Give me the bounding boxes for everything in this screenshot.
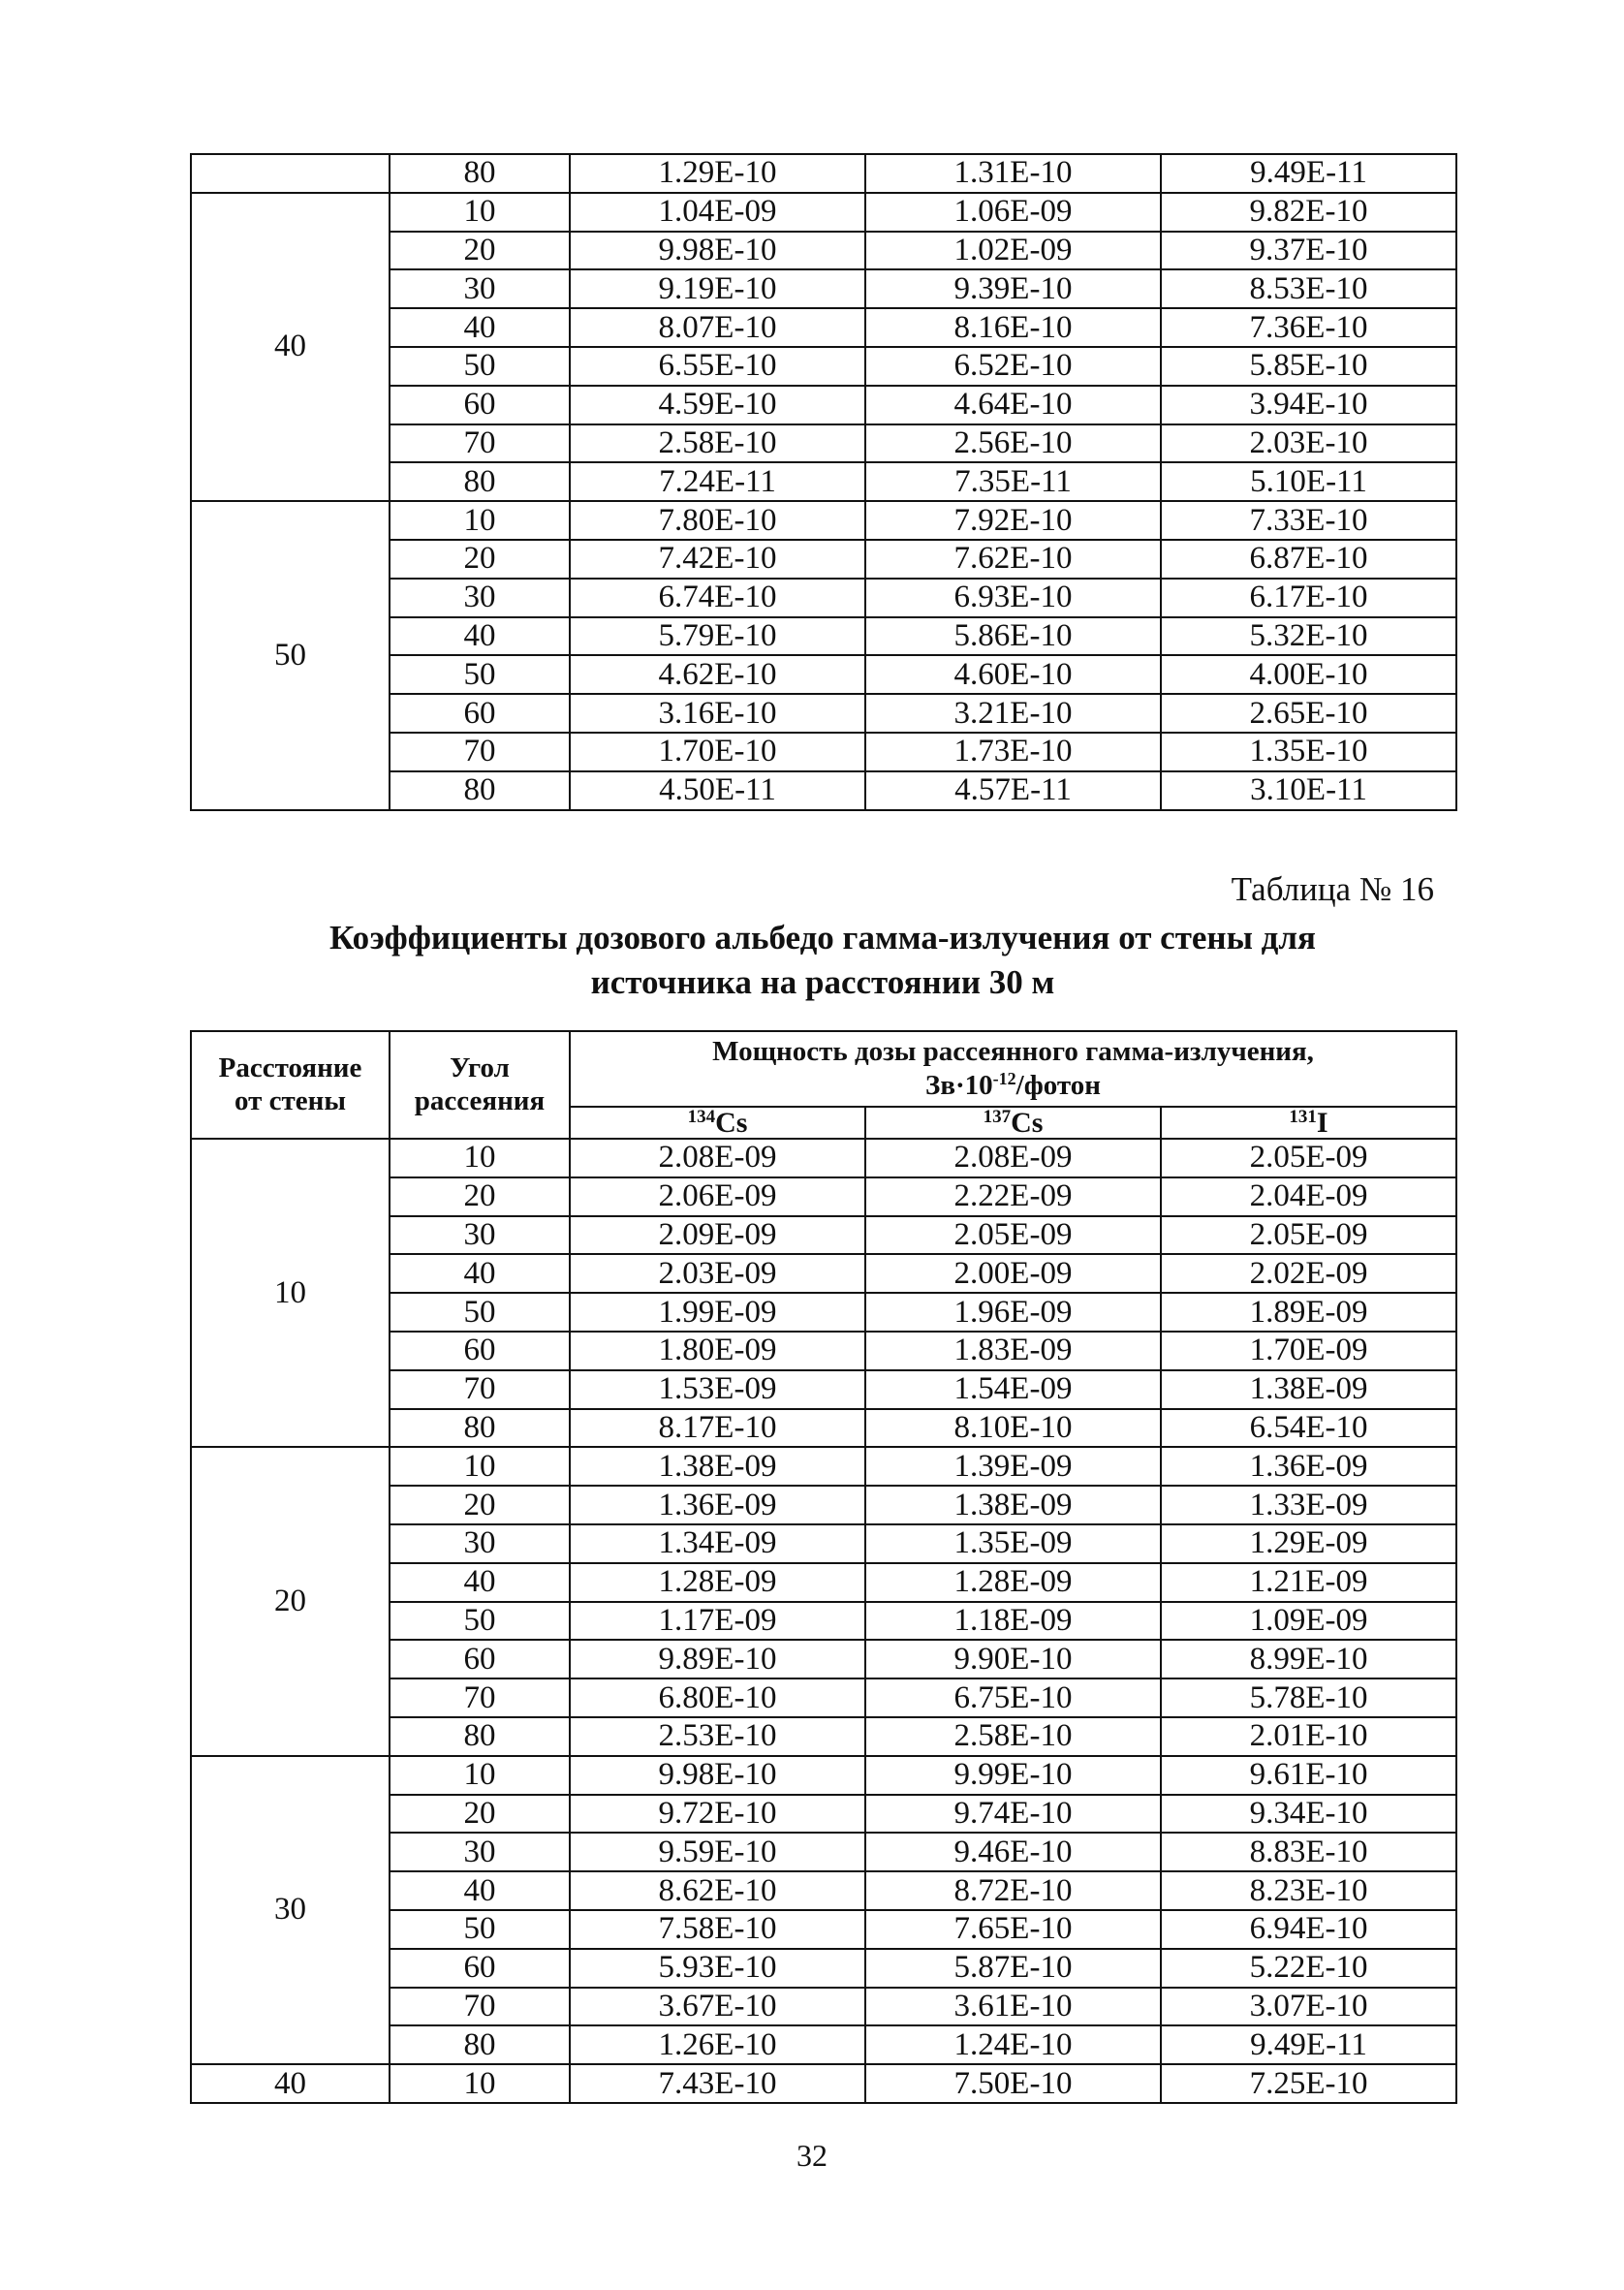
cs134-value-cell: 8.17E-10	[570, 1409, 865, 1448]
cs134-value-cell: 1.80E-09	[570, 1332, 865, 1370]
i131-value-cell: 5.85E-10	[1161, 347, 1456, 386]
scatter-angle-cell: 20	[390, 540, 570, 579]
i131-value-cell: 9.82E-10	[1161, 193, 1456, 232]
table-header	[191, 1031, 1456, 1139]
cs134-value-cell: 1.70E-10	[570, 733, 865, 771]
scatter-angle-cell: 70	[390, 733, 570, 771]
i131-value-cell: 8.99E-10	[1161, 1640, 1456, 1678]
cs134-value-cell: 1.29E-10	[570, 154, 865, 193]
cs134-value-cell: 6.55E-10	[570, 347, 865, 386]
scatter-angle-cell: 10	[390, 1756, 570, 1795]
i131-value-cell: 2.04E-09	[1161, 1177, 1456, 1216]
cs137-value-cell: 9.90E-10	[865, 1640, 1161, 1678]
unit-suffix: /фотон	[1015, 1069, 1101, 1101]
i131-value-cell: 8.53E-10	[1161, 269, 1456, 308]
distance-cell: 30	[191, 1756, 390, 2064]
i131-value-cell: 9.49E-11	[1161, 2025, 1456, 2064]
i131-value-cell: 4.00E-10	[1161, 655, 1456, 694]
cs134-value-cell: 2.06E-09	[570, 1177, 865, 1216]
i131-value-cell: 2.65E-10	[1161, 694, 1456, 733]
scatter-angle-cell: 60	[390, 1640, 570, 1678]
cs137-value-cell: 7.65E-10	[865, 1910, 1161, 1949]
cs134-value-cell: 4.62E-10	[570, 655, 865, 694]
cs134-value-cell: 7.24E-11	[570, 462, 865, 501]
i131-value-cell: 3.94E-10	[1161, 386, 1456, 424]
cs134-value-cell: 4.59E-10	[570, 386, 865, 424]
scatter-angle-cell: 80	[390, 1409, 570, 1448]
cs137-value-cell: 8.16E-10	[865, 308, 1161, 347]
scatter-angle-cell: 80	[390, 154, 570, 193]
table-row	[191, 501, 1456, 540]
cs134-value-cell: 3.16E-10	[570, 694, 865, 733]
cs137-value-cell: 1.28E-09	[865, 1563, 1161, 1602]
scatter-angle-cell: 70	[390, 1988, 570, 2026]
header-dose-rate-line-1: Мощность дозы рассеянного гамма-излучения,	[712, 1036, 1314, 1068]
scatter-angle-cell: 80	[390, 771, 570, 810]
cs134-value-cell: 1.36E-09	[570, 1486, 865, 1524]
cs137-value-cell: 1.38E-09	[865, 1486, 1161, 1524]
i131-value-cell: 3.07E-10	[1161, 1988, 1456, 2026]
cs134-value-cell: 7.43E-10	[570, 2064, 865, 2103]
cs134-value-cell: 1.26E-10	[570, 2025, 865, 2064]
i131-value-cell: 8.83E-10	[1161, 1833, 1456, 1871]
header-distance	[191, 1031, 390, 1139]
cs134-value-cell: 4.50E-11	[570, 771, 865, 810]
distance-cell: 20	[191, 1447, 390, 1755]
cs134-value-cell: 9.59E-10	[570, 1833, 865, 1871]
isotope-symbol: Cs	[715, 1107, 748, 1139]
cs134-value-cell: 9.98E-10	[570, 1756, 865, 1795]
unit-exponent: -12	[992, 1068, 1016, 1088]
scatter-angle-cell: 40	[390, 1254, 570, 1293]
cs134-value-cell: 9.98E-10	[570, 232, 865, 270]
cs137-value-cell: 9.46E-10	[865, 1833, 1161, 1871]
cs137-value-cell: 9.74E-10	[865, 1795, 1161, 1834]
i131-value-cell: 2.02E-09	[1161, 1254, 1456, 1293]
page-number: 32	[796, 2138, 828, 2173]
table-row	[191, 2064, 1456, 2103]
continued-albedo-table	[190, 153, 1457, 811]
cs134-value-cell: 7.80E-10	[570, 501, 865, 540]
scatter-angle-cell: 40	[390, 308, 570, 347]
cs137-value-cell: 2.08E-09	[865, 1139, 1161, 1177]
scatter-angle-cell: 60	[390, 386, 570, 424]
cs137-value-cell: 7.50E-10	[865, 2064, 1161, 2103]
cs137-value-cell: 2.00E-09	[865, 1254, 1161, 1293]
scatter-angle-cell: 60	[390, 1949, 570, 1988]
cs137-value-cell: 8.10E-10	[865, 1409, 1161, 1448]
table-body	[191, 1139, 1456, 2103]
scatter-angle-cell: 10	[390, 2064, 570, 2103]
header-dose-rate-unit	[571, 1069, 1455, 1102]
i131-value-cell: 9.49E-11	[1161, 154, 1456, 193]
cs137-value-cell: 2.05E-09	[865, 1216, 1161, 1255]
cs134-value-cell: 8.62E-10	[570, 1871, 865, 1910]
scatter-angle-cell: 30	[390, 269, 570, 308]
scatter-angle-cell: 30	[390, 1216, 570, 1255]
cs134-value-cell: 9.19E-10	[570, 269, 865, 308]
i131-value-cell: 6.54E-10	[1161, 1409, 1456, 1448]
i131-value-cell: 2.05E-09	[1161, 1139, 1456, 1177]
scatter-angle-cell: 60	[390, 1332, 570, 1370]
scatter-angle-cell: 10	[390, 501, 570, 540]
cs134-value-cell: 2.58E-10	[570, 424, 865, 463]
i131-value-cell: 7.33E-10	[1161, 501, 1456, 540]
cs137-value-cell: 7.62E-10	[865, 540, 1161, 579]
header-isotope-cs137	[865, 1107, 1161, 1139]
distance-cell: 40	[191, 193, 390, 501]
cs134-value-cell: 1.38E-09	[570, 1447, 865, 1486]
scatter-angle-cell: 50	[390, 1293, 570, 1332]
scatter-angle-cell: 20	[390, 1795, 570, 1834]
cs137-value-cell: 7.92E-10	[865, 501, 1161, 540]
distance-cell: 10	[191, 1139, 390, 1447]
table-row	[191, 1756, 1456, 1795]
i131-value-cell: 1.35E-10	[1161, 733, 1456, 771]
cs134-value-cell: 5.93E-10	[570, 1949, 865, 1988]
cs137-value-cell: 1.18E-09	[865, 1602, 1161, 1641]
header-isotope-i131	[1161, 1107, 1456, 1139]
cs137-value-cell: 3.21E-10	[865, 694, 1161, 733]
scatter-angle-cell: 80	[390, 2025, 570, 2064]
i131-value-cell: 2.01E-10	[1161, 1717, 1456, 1756]
i131-value-cell: 5.78E-10	[1161, 1678, 1456, 1717]
continued-table-body	[191, 154, 1456, 810]
cs137-value-cell: 1.96E-09	[865, 1293, 1161, 1332]
i131-value-cell: 7.25E-10	[1161, 2064, 1456, 2103]
cs137-value-cell: 5.87E-10	[865, 1949, 1161, 1988]
cs134-value-cell: 2.08E-09	[570, 1139, 865, 1177]
scatter-angle-cell: 30	[390, 1833, 570, 1871]
scatter-angle-cell: 10	[390, 1447, 570, 1486]
scatter-angle-cell: 20	[390, 1177, 570, 1216]
i131-value-cell: 6.87E-10	[1161, 540, 1456, 579]
isotope-mass: 131	[1289, 1107, 1317, 1127]
cs137-value-cell: 4.57E-11	[865, 771, 1161, 810]
cs134-value-cell: 2.03E-09	[570, 1254, 865, 1293]
cs137-value-cell: 1.31E-10	[865, 154, 1161, 193]
scatter-angle-cell: 70	[390, 1370, 570, 1409]
header-angle	[390, 1031, 570, 1139]
scatter-angle-cell: 80	[390, 462, 570, 501]
table-title-line-1: Коэффициенты дозового альбедо гамма-излучения от стены для	[329, 919, 1316, 957]
cs137-value-cell: 8.72E-10	[865, 1871, 1161, 1910]
scatter-angle-cell: 30	[390, 579, 570, 617]
table-number-label: Таблица № 16	[1231, 870, 1434, 908]
i131-value-cell: 1.29E-09	[1161, 1524, 1456, 1563]
scatter-angle-cell: 60	[390, 694, 570, 733]
cs134-value-cell: 9.89E-10	[570, 1640, 865, 1678]
i131-value-cell: 8.23E-10	[1161, 1871, 1456, 1910]
cs137-value-cell: 1.02E-09	[865, 232, 1161, 270]
i131-value-cell: 3.10E-11	[1161, 771, 1456, 810]
scatter-angle-cell: 20	[390, 232, 570, 270]
cs137-value-cell: 7.35E-11	[865, 462, 1161, 501]
table-row	[191, 193, 1456, 232]
i131-value-cell: 7.36E-10	[1161, 308, 1456, 347]
scatter-angle-cell: 70	[390, 1678, 570, 1717]
scatter-angle-cell: 30	[390, 1524, 570, 1563]
table-title	[190, 916, 1455, 1004]
scatter-angle-cell: 50	[390, 655, 570, 694]
scatter-angle-cell: 50	[390, 347, 570, 386]
cs137-value-cell: 1.24E-10	[865, 2025, 1161, 2064]
cs137-value-cell: 1.54E-09	[865, 1370, 1161, 1409]
scatter-angle-cell: 70	[390, 424, 570, 463]
cs134-value-cell: 1.99E-09	[570, 1293, 865, 1332]
header-distance-line-2: от стены	[234, 1084, 346, 1116]
cs134-value-cell: 1.04E-09	[570, 193, 865, 232]
scatter-angle-cell: 40	[390, 1563, 570, 1602]
i131-value-cell: 1.21E-09	[1161, 1563, 1456, 1602]
header-distance-line-1: Расстояние	[218, 1052, 362, 1084]
i131-value-cell: 9.34E-10	[1161, 1795, 1456, 1834]
i131-value-cell: 9.61E-10	[1161, 1756, 1456, 1795]
i131-value-cell: 1.70E-09	[1161, 1332, 1456, 1370]
cs137-value-cell: 6.93E-10	[865, 579, 1161, 617]
unit-prefix: Зв·10	[925, 1069, 993, 1101]
distance-cell: 50	[191, 501, 390, 809]
cs137-value-cell: 9.39E-10	[865, 269, 1161, 308]
table-row	[191, 1139, 1456, 1177]
cs137-value-cell: 1.06E-09	[865, 193, 1161, 232]
i131-value-cell: 6.17E-10	[1161, 579, 1456, 617]
scatter-angle-cell: 10	[390, 1139, 570, 1177]
isotope-symbol: Cs	[1011, 1107, 1044, 1139]
cs137-value-cell: 2.56E-10	[865, 424, 1161, 463]
cs137-value-cell: 2.22E-09	[865, 1177, 1161, 1216]
cs134-value-cell: 2.09E-09	[570, 1216, 865, 1255]
header-isotope-cs134	[570, 1107, 865, 1139]
i131-value-cell: 1.33E-09	[1161, 1486, 1456, 1524]
cs134-value-cell: 2.53E-10	[570, 1717, 865, 1756]
scatter-angle-cell: 20	[390, 1486, 570, 1524]
cs137-value-cell: 1.73E-10	[865, 733, 1161, 771]
header-angle-line-2: рассеяния	[414, 1084, 546, 1116]
cs137-value-cell: 9.99E-10	[865, 1756, 1161, 1795]
albedo-table-16	[190, 1030, 1457, 2104]
cs134-value-cell: 5.79E-10	[570, 617, 865, 656]
cs134-value-cell: 7.42E-10	[570, 540, 865, 579]
i131-value-cell: 5.10E-11	[1161, 462, 1456, 501]
i131-value-cell: 5.22E-10	[1161, 1949, 1456, 1988]
table-row	[191, 1447, 1456, 1486]
cs137-value-cell: 5.86E-10	[865, 617, 1161, 656]
scatter-angle-cell: 50	[390, 1602, 570, 1641]
cs134-value-cell: 6.80E-10	[570, 1678, 865, 1717]
cs137-value-cell: 3.61E-10	[865, 1988, 1161, 2026]
scatter-angle-cell: 80	[390, 1717, 570, 1756]
i131-value-cell: 5.32E-10	[1161, 617, 1456, 656]
scatter-angle-cell: 50	[390, 1910, 570, 1949]
i131-value-cell: 9.37E-10	[1161, 232, 1456, 270]
cs137-value-cell: 1.83E-09	[865, 1332, 1161, 1370]
i131-value-cell: 1.38E-09	[1161, 1370, 1456, 1409]
table-title-line-2: источника на расстоянии 30 м	[590, 962, 1055, 1001]
distance-cell: 40	[191, 2064, 390, 2103]
header-dose-rate	[570, 1031, 1456, 1107]
cs137-value-cell: 1.35E-09	[865, 1524, 1161, 1563]
cs134-value-cell: 8.07E-10	[570, 308, 865, 347]
scatter-angle-cell: 40	[390, 617, 570, 656]
table-row	[191, 154, 1456, 193]
cs134-value-cell: 6.74E-10	[570, 579, 865, 617]
cs134-value-cell: 1.53E-09	[570, 1370, 865, 1409]
i131-value-cell: 2.03E-10	[1161, 424, 1456, 463]
cs134-value-cell: 3.67E-10	[570, 1988, 865, 2026]
cs137-value-cell: 6.75E-10	[865, 1678, 1161, 1717]
cs137-value-cell: 4.64E-10	[865, 386, 1161, 424]
cs137-value-cell: 2.58E-10	[865, 1717, 1161, 1756]
header-angle-line-1: Угол	[450, 1052, 510, 1084]
cs134-value-cell: 1.17E-09	[570, 1602, 865, 1641]
cs134-value-cell: 1.34E-09	[570, 1524, 865, 1563]
cs137-value-cell: 6.52E-10	[865, 347, 1161, 386]
scatter-angle-cell: 10	[390, 193, 570, 232]
distance-cell	[191, 154, 390, 193]
i131-value-cell: 2.05E-09	[1161, 1216, 1456, 1255]
isotope-symbol: I	[1316, 1107, 1328, 1139]
cs134-value-cell: 1.28E-09	[570, 1563, 865, 1602]
i131-value-cell: 1.09E-09	[1161, 1602, 1456, 1641]
cs134-value-cell: 9.72E-10	[570, 1795, 865, 1834]
i131-value-cell: 6.94E-10	[1161, 1910, 1456, 1949]
cs137-value-cell: 1.39E-09	[865, 1447, 1161, 1486]
scatter-angle-cell: 40	[390, 1871, 570, 1910]
isotope-mass: 134	[687, 1107, 716, 1127]
i131-value-cell: 1.36E-09	[1161, 1447, 1456, 1486]
i131-value-cell: 1.89E-09	[1161, 1293, 1456, 1332]
isotope-mass: 137	[983, 1107, 1012, 1127]
cs137-value-cell: 4.60E-10	[865, 655, 1161, 694]
cs134-value-cell: 7.58E-10	[570, 1910, 865, 1949]
